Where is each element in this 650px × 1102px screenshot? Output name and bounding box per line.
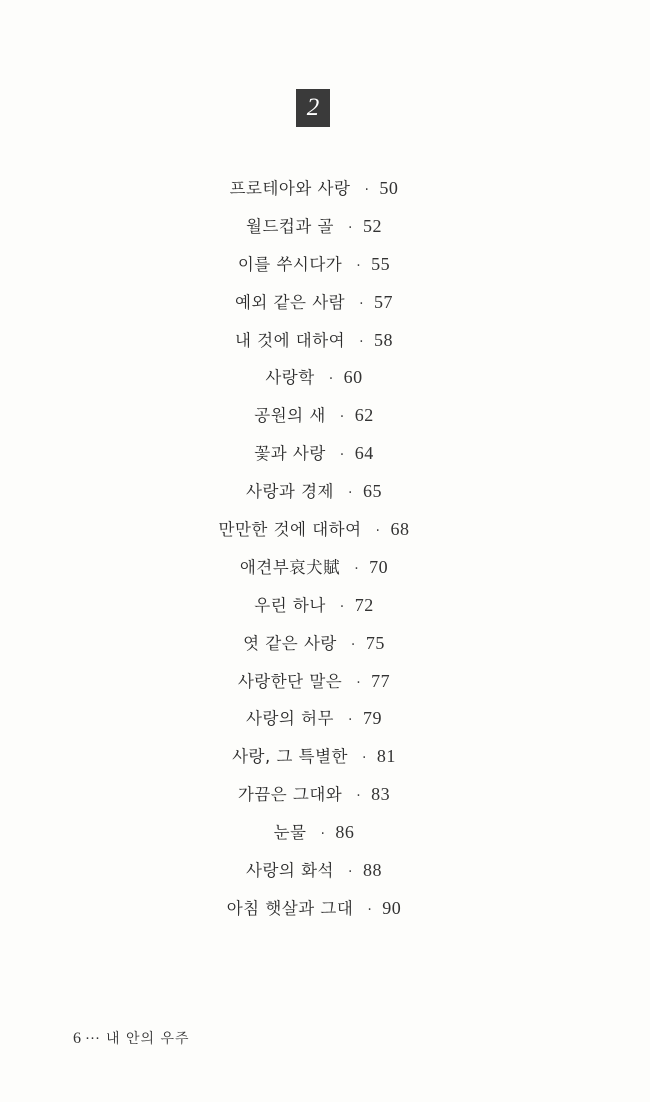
toc-entry-separator: · <box>364 182 370 198</box>
toc-entry-title: 사랑, 그 특별한 <box>232 747 348 767</box>
toc-entry-page-number: 88 <box>362 860 382 881</box>
toc-entry-separator: · <box>361 750 367 767</box>
toc-entry-page-number: 72 <box>354 594 374 615</box>
toc-entry <box>0 700 628 738</box>
toc-entry-separator: · <box>348 712 353 729</box>
toc-entry-separator: · <box>339 447 345 464</box>
toc-entry-page-number: 90 <box>382 897 402 918</box>
footer-page-number: 6 <box>73 1030 81 1047</box>
toc-entry-title: 가끔은 그대와 <box>237 785 343 805</box>
toc-entry-separator: · <box>367 901 373 918</box>
page-footer <box>73 1028 190 1048</box>
toc-entry-title: 프로테아와 사랑 <box>229 179 351 198</box>
toc-entry-title: 예외 같은 사람 <box>234 292 346 312</box>
toc-entry-title: 사랑학 <box>265 368 315 388</box>
toc-entry <box>0 549 628 587</box>
toc-entry-separator: · <box>354 560 360 577</box>
toc-entry-page-number: 77 <box>371 670 391 691</box>
toc-entry-title: 사랑의 허무 <box>246 709 334 729</box>
toc-entry <box>0 322 628 360</box>
footer-book-title: 내 안의 우주 <box>106 1031 190 1047</box>
toc-entry <box>0 663 628 701</box>
chapter-number-badge: 2 <box>296 89 330 127</box>
toc-entry-separator: · <box>375 523 381 540</box>
toc-entry-page-number: 52 <box>362 215 382 236</box>
toc-entry-title: 애견부哀犬賦 <box>239 557 341 577</box>
table-of-contents <box>0 170 628 928</box>
toc-entry-page-number: 58 <box>374 329 394 350</box>
toc-entry <box>0 208 628 246</box>
toc-entry-separator: · <box>356 788 362 805</box>
toc-entry-page-number: 70 <box>369 556 389 577</box>
toc-entry-separator: · <box>348 485 353 502</box>
toc-entry <box>0 852 628 890</box>
toc-entry-page-number: 75 <box>365 632 385 653</box>
toc-entry-separator: · <box>348 864 353 881</box>
toc-entry <box>0 738 628 776</box>
toc-entry-title: 사랑한단 말은 <box>237 671 343 691</box>
toc-entry-separator: · <box>350 636 356 653</box>
toc-entry-separator: · <box>356 257 362 274</box>
toc-entry <box>0 397 628 435</box>
toc-entry-page-number: 68 <box>390 519 410 540</box>
toc-entry-separator: · <box>359 333 365 350</box>
toc-entry <box>0 625 628 663</box>
toc-entry-separator: · <box>348 219 353 236</box>
toc-entry-title: 사랑과 경제 <box>246 482 334 502</box>
toc-entry-separator: · <box>339 409 345 426</box>
toc-entry-separator: · <box>328 371 334 388</box>
toc-entry <box>0 890 628 928</box>
toc-entry <box>0 776 628 814</box>
toc-entry <box>0 359 628 397</box>
footer-separator: ··· <box>85 1031 100 1047</box>
toc-entry-title: 엿 같은 사랑 <box>243 633 337 653</box>
toc-entry-title: 아침 햇살과 그대 <box>226 898 354 918</box>
toc-entry-page-number: 60 <box>343 367 363 388</box>
toc-entry-page-number: 65 <box>362 481 382 502</box>
toc-entry-page-number: 62 <box>354 405 374 426</box>
toc-entry <box>0 435 628 473</box>
toc-entry-title: 눈물 <box>273 823 307 843</box>
toc-entry <box>0 246 628 284</box>
toc-entry-separator: · <box>320 826 326 843</box>
toc-entry <box>0 170 628 208</box>
toc-entry-page-number: 57 <box>374 291 394 312</box>
toc-entry-title: 이를 쑤시다가 <box>237 254 343 274</box>
toc-entry-title: 꽃과 사랑 <box>254 444 326 464</box>
toc-entry-title: 내 것에 대하여 <box>234 330 346 350</box>
toc-entry-title: 우린 하나 <box>254 595 326 615</box>
toc-entry-separator: · <box>339 598 345 615</box>
toc-entry <box>0 814 628 852</box>
toc-entry-separator: · <box>359 295 365 312</box>
toc-entry-separator: · <box>356 674 362 691</box>
toc-entry-page-number: 64 <box>354 443 374 464</box>
toc-entry-page-number: 81 <box>376 746 396 767</box>
toc-entry <box>0 511 628 549</box>
toc-entry-page-number: 50 <box>379 178 399 198</box>
toc-entry-page-number: 86 <box>335 822 355 843</box>
toc-entry <box>0 473 628 511</box>
toc-entry-title: 월드컵과 골 <box>246 216 334 236</box>
toc-entry-title: 공원의 새 <box>254 406 326 426</box>
toc-entry-page-number: 55 <box>371 253 391 274</box>
toc-entry-title: 사랑의 화석 <box>246 861 334 881</box>
toc-entry <box>0 587 628 625</box>
toc-entry-page-number: 83 <box>371 784 391 805</box>
toc-entry-title: 만만한 것에 대하여 <box>218 520 362 540</box>
toc-entry <box>0 284 628 322</box>
toc-entry-page-number: 79 <box>362 708 382 729</box>
